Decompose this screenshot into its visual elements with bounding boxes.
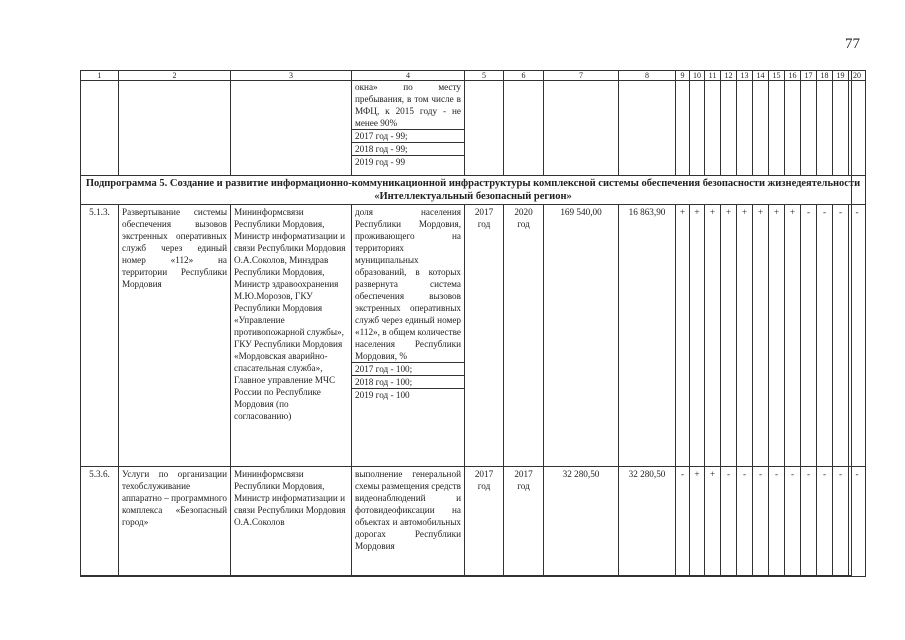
column-number: 9 [676,71,690,81]
column-number: 2 [119,71,231,81]
quarter-mark: - [769,467,785,577]
quarter-mark: - [801,205,817,467]
activity-executors: Мининформсвязи Республики Мордовия, Министр информатизации и связи Республики Мордовия О.А.Соколов [231,467,352,577]
continued-target: 2019 год - 99 [352,155,464,168]
quarter-mark: + [785,205,801,467]
quarter-mark: - [849,205,866,467]
indicator-target: 2017 год - 100; [352,362,464,375]
activity-indicator [352,205,465,467]
quarter-mark: - [737,467,753,577]
program-table-sheet [80,70,861,576]
column-number: 11 [705,71,721,81]
activity-executors: Мининформсвязи Республики Мордовия, Министр информатизации и связи Республики Мордовия О.А.Соколов, Минздрав Республики Мордовия, Министр здравоохранения М.Ю.Морозов, ГКУ Республики Мордовия «Управление противопожарной службы», ГКУ Республики Мордовия «Мордовская аварийно-спасательная служба», Главное управление МЧС России по Республике Мордовия (по согласованию) [231,205,352,467]
column-number: 12 [721,71,737,81]
indicator-target: 2019 год - 100 [352,388,464,401]
column-number: 10 [690,71,705,81]
quarter-mark: - [801,467,817,577]
column-number: 20 [849,71,866,81]
quarter-mark: + [690,467,705,577]
activity-row [81,467,866,577]
continued-target: 2018 год - 99; [352,142,464,155]
quarter-mark: - [849,467,866,577]
quarter-mark: + [737,205,753,467]
header-row [81,71,866,81]
end-year: 2017 год [504,467,544,577]
indicator-text: доля населения Республики Мордовия, проживающего на территориях муниципальных образований, в которых развернута система обеспечения вызовов экстренных оперативных служб через единый номер «112», в общем количестве населения Республики Мордовия, % [355,207,461,361]
quarter-mark: - [785,467,801,577]
indicator-text: выполнение генеральной схемы размещения средств видеонаблюдений и фотовидеофиксации на объектах и автомобильных дорогах Республики Мордовия [355,469,461,551]
subprogram-row [81,176,866,205]
continued-indicator: окна» по месту пребывания, в том числе в МФЦ, к 2015 году - не менее 90% [355,82,461,128]
column-number: 15 [769,71,785,81]
continued-row [81,81,866,176]
quarter-mark: + [753,205,769,467]
program-table [80,70,866,577]
start-year: 2017 год [465,467,504,577]
page-number: 77 [845,36,860,52]
start-year: 2017 год [465,205,504,467]
quarter-mark: + [690,205,705,467]
column-number: 3 [231,71,352,81]
quarter-mark: - [833,467,849,577]
quarter-mark: - [817,205,833,467]
activity-name: Развертывание системы обеспечения вызовов экстренных оперативных служб через единый номер «112» на территории Республики Мордовия [119,205,231,467]
quarter-mark: + [769,205,785,467]
column-number: 13 [737,71,753,81]
amount-year: 32 280,50 [619,467,676,577]
activity-number: 5.3.6. [81,467,119,577]
column-number: 5 [465,71,504,81]
quarter-mark: - [833,205,849,467]
end-year: 2020 год [504,205,544,467]
activity-name: Услуги по организации техобслуживание аппаратно – программного комплекса «Безопасный город» [119,467,231,577]
activity-number: 5.1.3. [81,205,119,467]
continued-target: 2017 год - 99; [352,129,464,142]
column-number: 8 [619,71,676,81]
column-number: 14 [753,71,769,81]
column-number: 1 [81,71,119,81]
activity-row [81,205,866,467]
quarter-mark: + [721,205,737,467]
quarter-mark: + [676,205,690,467]
subprogram-title: Подпрограмма 5. Создание и развитие информационно-коммуникационной инфраструктуры комплексной системы обеспечения безопасности жизнедеятельности «Интеллектуальный безопасный регион» [81,176,866,205]
quarter-mark: - [721,467,737,577]
amount-year: 16 863,90 [619,205,676,467]
column-number: 17 [801,71,817,81]
quarter-mark: - [676,467,690,577]
continued-indicator-cell [352,81,465,176]
indicator-target: 2018 год - 100; [352,375,464,388]
quarter-mark: + [705,467,721,577]
quarter-mark: + [705,205,721,467]
column-number: 16 [785,71,801,81]
quarter-mark: - [817,467,833,577]
quarter-mark: - [753,467,769,577]
amount-total: 169 540,00 [544,205,619,467]
column-number: 4 [352,71,465,81]
column-number: 19 [833,71,849,81]
activity-indicator [352,467,465,577]
amount-total: 32 280,50 [544,467,619,577]
column-number: 18 [817,71,833,81]
column-number: 6 [504,71,544,81]
column-number: 7 [544,71,619,81]
